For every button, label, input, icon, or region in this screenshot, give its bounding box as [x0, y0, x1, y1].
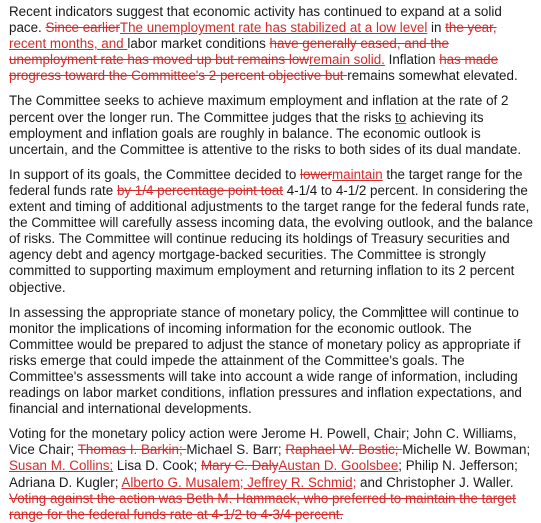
text-run: and Christopher J. Waller.	[356, 474, 514, 490]
inserted-text: The unemployment rate has stabilized at a low level	[119, 20, 428, 36]
deleted-text: has made progress toward the Committee's 2 percent objective but	[9, 52, 499, 84]
text-run: In assessing the appropriate stance of monetary policy, the Comm	[9, 304, 401, 320]
text-run: Michelle W. Bowman;	[402, 442, 531, 458]
deleted-text: Raphael W. Bostic;	[285, 442, 403, 458]
text-run: ittee will continue to monitor the implications of incoming information for the economic outlook. The Committee would be prepared to adjust the stance of monetary policy as appropriate if risks emerge that could impede the attainment of the Committee's goals. The Committee's assessments will take into account a wide range of information, including readings on labor market conditions, inflation pressures and inflation expectations, and financial and international developments.	[9, 304, 522, 417]
text-run: labor market conditions	[127, 36, 270, 52]
text-run: Inflation	[384, 52, 440, 68]
deleted-text: Mary C. Daly	[201, 458, 279, 474]
text-run: in	[427, 20, 446, 36]
deleted-text: Since earlier	[45, 20, 120, 36]
deleted-text: lower	[300, 166, 333, 182]
text-run: 4-1/4 to 4-1/2 percent. In considering the extent and timing of additional adjustments to the target range for the federal funds rate, the Committee will carefully assess incoming data, the evolving outlook, and the balance of risks. The Committee will continue reducing its holdings of Treasury securities and agency debt and agency mortgage-backed securities. The Committee is strongly committed to supporting maximum employment and returning inflation to its 2 percent objective.	[9, 182, 534, 295]
text-run: the target range for the federal funds rate	[9, 166, 523, 198]
deleted-text: Thomas I. Barkin;	[77, 442, 187, 458]
spellcheck-word: to	[395, 109, 407, 125]
text-run: remains somewhat elevated.	[347, 68, 518, 84]
deleted-text: by 1/4 percentage point toat	[116, 182, 283, 198]
text-run: Lisa D. Cook;	[113, 458, 202, 474]
text-run: Michael S. Barr;	[186, 442, 286, 458]
text-run: The Committee seeks to achieve maximum employment and inflation at the rate of 2 percent over the longer run. The Committee judges that the risks	[9, 93, 509, 125]
text-run: Recent indicators suggest that economic activity has continued to expand at a solid pace.	[9, 4, 502, 36]
text-run: ; Philip N. Jefferson; Adriana D. Kugler;	[9, 458, 518, 490]
deleted-text: Voting against the action was Beth M. Hammack, who preferred to maintain the target range for the federal funds rate at 4-1/2 to 4-3/4 percent.	[9, 490, 516, 522]
paragraph-economic-activity	[9, 4, 535, 84]
paragraph-monetary-stance	[9, 305, 535, 418]
inserted-text: maintain	[332, 166, 383, 182]
text-run: Voting for the monetary policy action were Jerome H. Powell, Chair; John C. Williams, Vice Chair;	[9, 426, 517, 458]
deleted-text: have generally eased, and the unemployment rate has moved up but remains low	[9, 36, 449, 68]
inserted-text: Alberto G. Musalem; Jeffrey R. Schmid;	[121, 474, 357, 490]
inserted-text: recent months, and	[9, 36, 128, 52]
inserted-text: Austan D. Goolsbee	[278, 458, 399, 474]
paragraph-committee-goals	[9, 93, 535, 157]
deleted-text: the year,	[445, 20, 497, 36]
inserted-text: remain solid.	[308, 52, 385, 68]
inserted-text: Susan M. Collins;	[9, 458, 114, 474]
text-run: In support of its goals, the Committee decided to	[9, 166, 301, 182]
paragraph-voting-record	[9, 426, 535, 523]
text-run: achieving its employment and inflation goals are roughly in balance. The economic outlook is uncertain, and the Committee is attentive to the risks to both sides of its dual mandate.	[9, 109, 522, 157]
paragraph-policy-decision	[9, 167, 535, 296]
